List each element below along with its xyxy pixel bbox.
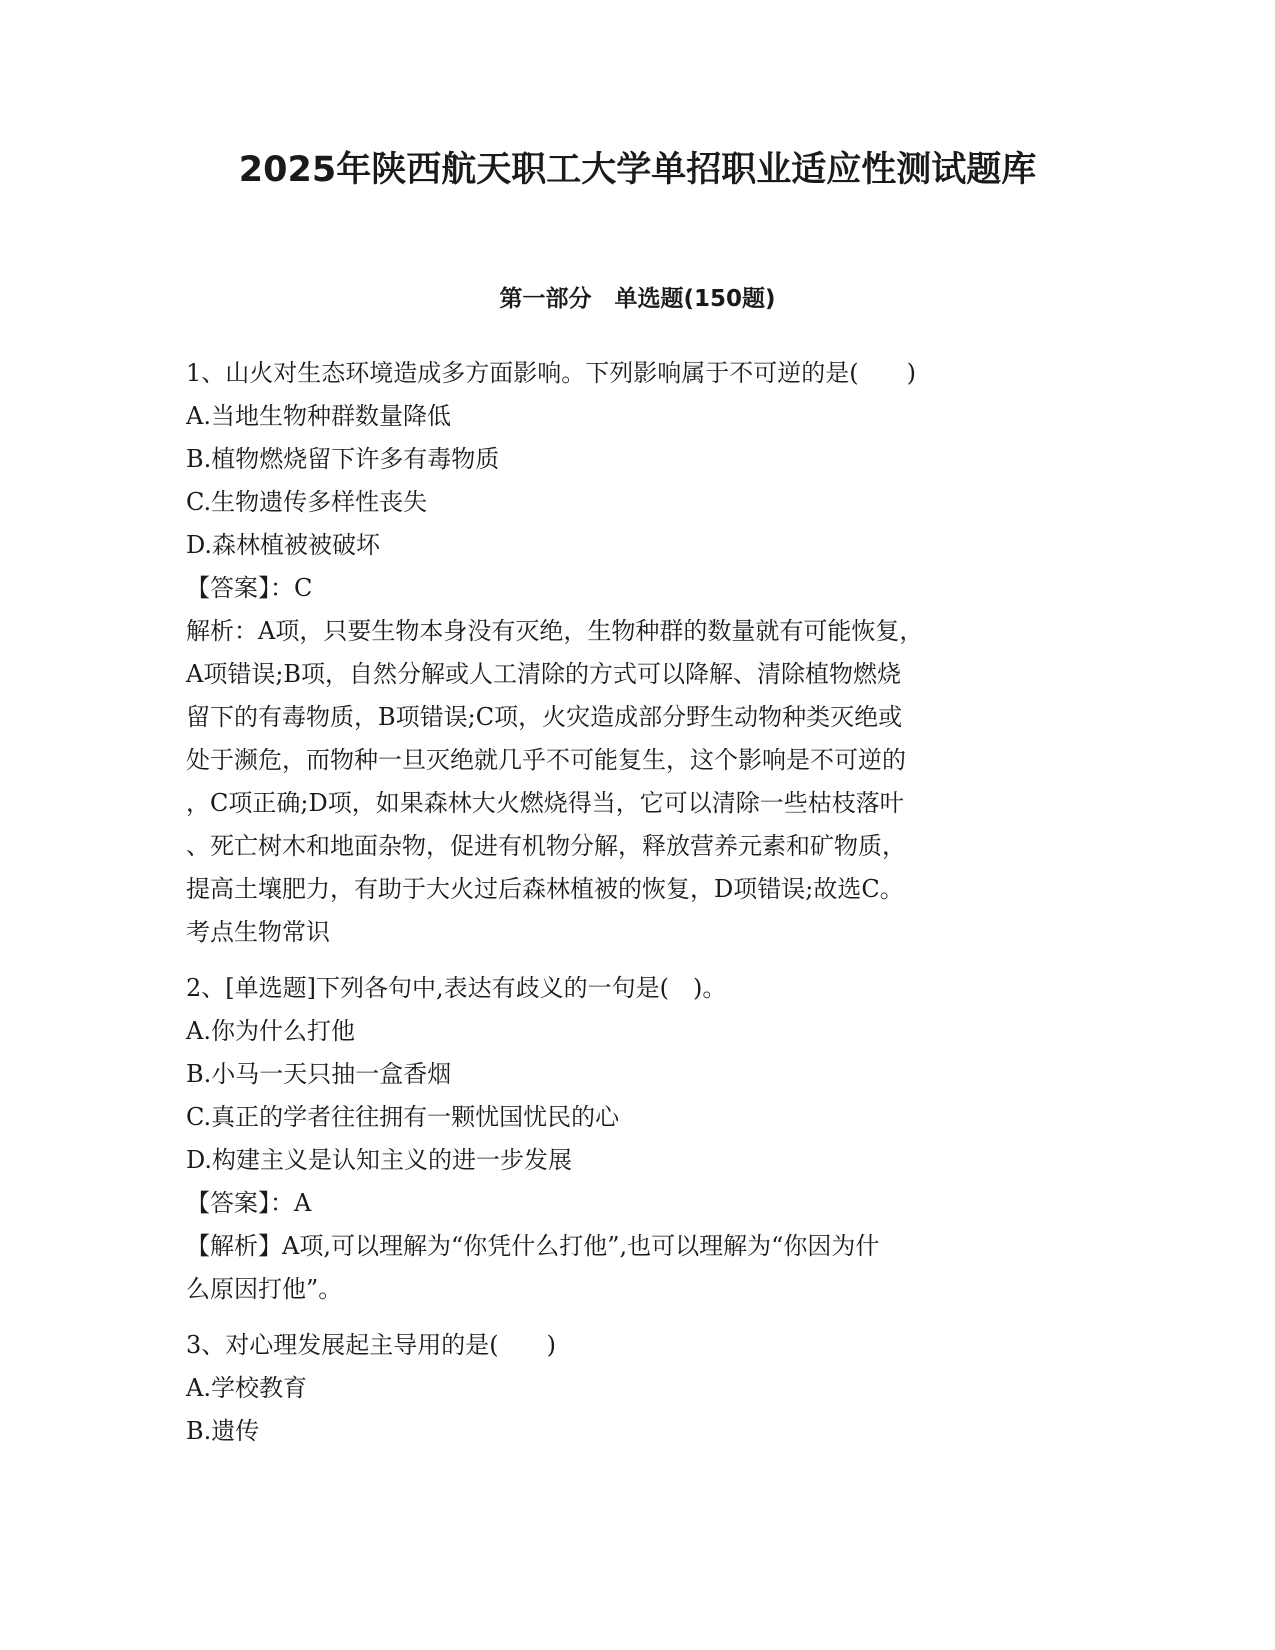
- section-title: 第一部分 单选题(150题): [499, 286, 776, 312]
- question-block: [186, 967, 1066, 1311]
- analysis-line: 留下的有毒物质，B项错误;C项，火灾造成部分野生动物种类灭绝或: [186, 703, 903, 731]
- analysis-line: 提高土壤肥力，有助于大火过后森林植被的恢复，D项错误;故选C。: [186, 875, 904, 903]
- analysis-line: 考点生物常识: [186, 918, 330, 946]
- option-c: C.真正的学者往往拥有一颗忧国忧民的心: [186, 1103, 620, 1131]
- question-block: [186, 352, 1066, 954]
- option-d: D.构建主义是认知主义的进一步发展: [186, 1146, 573, 1174]
- question-stem: 1、山火对生态环境造成多方面影响。下列影响属于不可逆的是( ): [186, 359, 916, 387]
- analysis-line: 么原因打他”。: [186, 1275, 343, 1303]
- answer-line: 【答案】：C: [186, 574, 313, 602]
- analysis-line: 【解析】A项,可以理解为“你凭什么打他”,也可以理解为“你因为什: [186, 1232, 880, 1260]
- option-a: A.你为什么打他: [186, 1017, 355, 1045]
- question-spacer: [186, 1311, 1066, 1324]
- question-spacer: [186, 954, 1066, 967]
- analysis-line: ，C项正确;D项，如果森林大火燃烧得当，它可以清除一些枯枝落叶: [186, 789, 904, 817]
- option-b: B.小马一天只抽一盒香烟: [186, 1060, 452, 1088]
- analysis-line: 处于濒危，而物种一旦灭绝就几乎不可能复生，这个影响是不可逆的: [186, 746, 906, 774]
- option-a: A.当地生物种群数量降低: [186, 402, 451, 430]
- option-b: B.遗传: [186, 1417, 260, 1445]
- question-block: [186, 1324, 1066, 1453]
- document-title: 2025年陕西航天职工大学单招职业适应性测试题库: [238, 150, 1037, 190]
- analysis-line: 、死亡树木和地面杂物，促进有机物分解，释放营养元素和矿物质，: [186, 832, 906, 860]
- question-stem: 3、对心理发展起主导用的是( ): [186, 1331, 556, 1359]
- option-a: A.学校教育: [186, 1374, 307, 1402]
- analysis-line: 解析：A项，只要生物本身没有灭绝，生物种群的数量就有可能恢复，: [186, 617, 924, 645]
- answer-line: 【答案】：A: [186, 1189, 312, 1217]
- question-list: [186, 352, 1066, 1453]
- option-b: B.植物燃烧留下许多有毒物质: [186, 445, 500, 473]
- analysis-line: A项错误;B项，自然分解或人工清除的方式可以降解、清除植物燃烧: [186, 660, 902, 688]
- option-d: D.森林植被被破坏: [186, 531, 381, 559]
- option-c: C.生物遗传多样性丧失: [186, 488, 428, 516]
- question-stem: 2、[单选题]下列各句中,表达有歧义的一句是( )。: [186, 974, 727, 1002]
